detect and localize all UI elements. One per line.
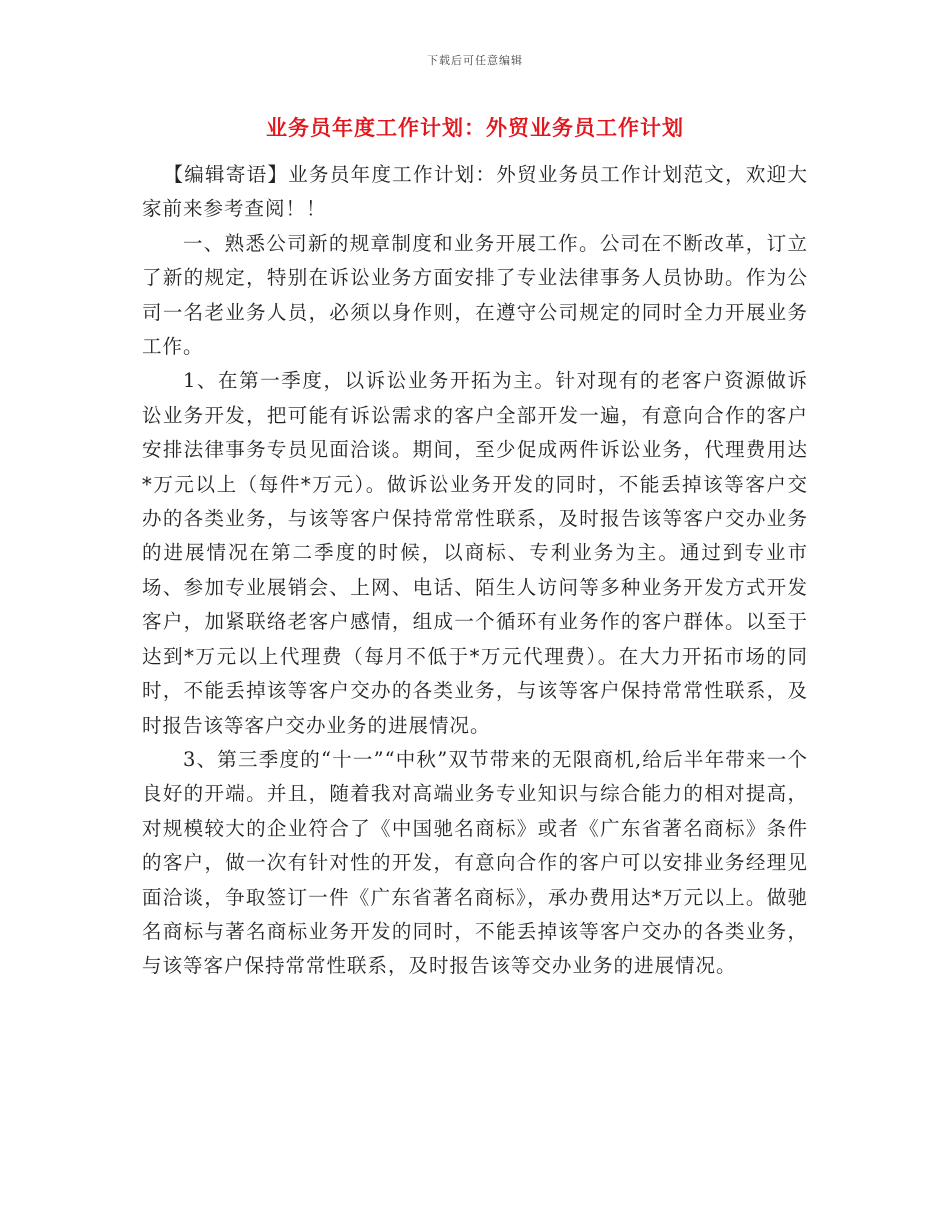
paragraph-q1-q2: 1、在第一季度，以诉讼业务开拓为主。针对现有的老客户资源做诉讼业务开发，把可能有诉讼需求的客户全部开发一遍，有意向合作的客户安排法律事务专员见面洽谈。期间，至少促成两件诉讼业务，代理费用达*万元以上（每件*万元）。做诉讼业务开发的同时，不能丢掉该等客户交办的各类业务，与该等客户保持常常性联系，及时报告该等客户交办业务的进展情况在第二季度的时候，以商标、专利业务为主。通过到专业市场、参加专业展销会、上网、电话、陌生人访问等多种业务开发方式开发客户，加紧联络老客户感情，组成一个循环有业务作的客户群体。以至于达到*万元以上代理费（每月不低于*万元代理费）。在大力开拓市场的同时，不能丢掉该等客户交办的各类业务，与该等客户保持常常性联系，及时报告该等客户交办业务的进展情况。 <box>142 369 808 737</box>
page-title: 业务员年度工作计划：外贸业务员工作计划 <box>266 116 684 140</box>
document-body <box>142 158 808 984</box>
paragraph-editor-note: 【编辑寄语】业务员年度工作计划：外贸业务员工作计划范文，欢迎大家前来参考查阅！！ <box>142 163 808 221</box>
paragraph-section-1: 一、熟悉公司新的规章制度和业务开展工作。公司在不断改革，订立了新的规定，特别在诉讼业务方面安排了专业法律事务人员协助。作为公司一名老业务人员，必须以身作则，在遵守公司规定的同时全力开展业务工作。 <box>142 231 808 359</box>
header-note: 下载后可任意编辑 <box>427 54 523 67</box>
paragraph-q3: 3、第三季度的“十一”“中秋”双节带来的无限商机,给后半年带来一个良好的开端。并且，随着我对高端业务专业知识与综合能力的相对提高，对规模较大的企业符合了《中国驰名商标》或者《广东省著名商标》条件的客户，做一次有针对性的开发，有意向合作的客户可以安排业务经理见面洽谈，争取签订一件《广东省著名商标》，承办费用达*万元以上。做驰名商标与著名商标业务开发的同时，不能丢掉该等客户交办的各类业务，与该等客户保持常常性联系，及时报告该等交办业务的进展情况。 <box>142 747 808 978</box>
